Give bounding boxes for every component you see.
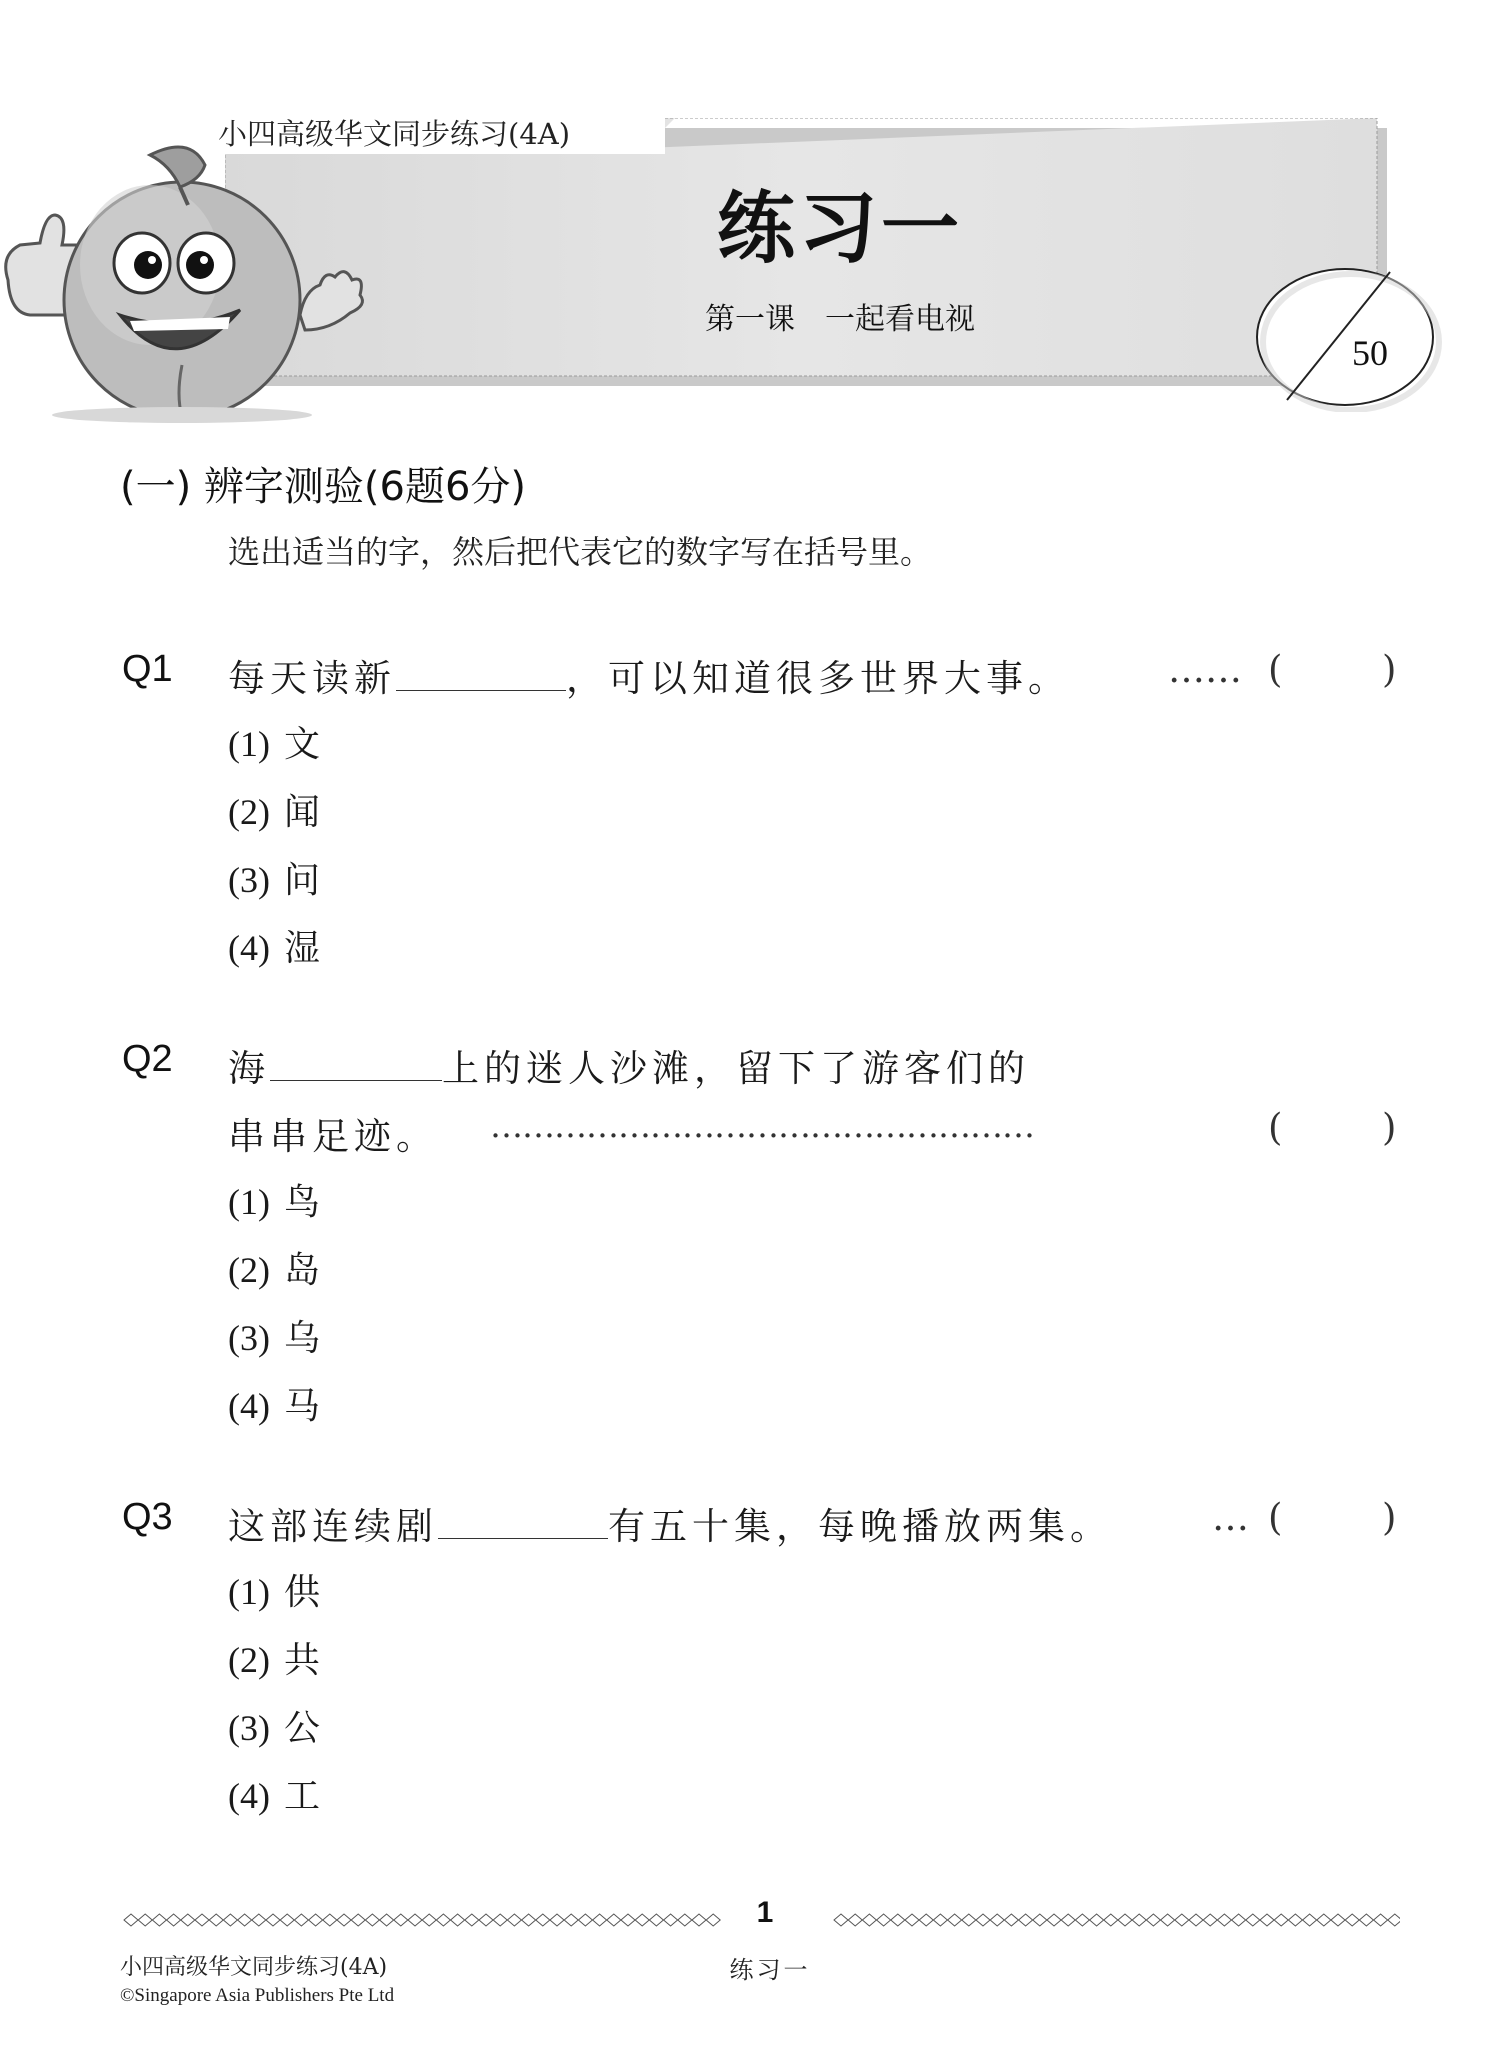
- section-instruction: 选出适当的字，然后把代表它的数字写在括号里。: [228, 533, 933, 571]
- book-tab-label: 小四高级华文同步练习(4A): [218, 117, 571, 151]
- question-text-after: 有五十集，每晚播放两集。: [608, 1505, 1112, 1548]
- option-item: (3) 公: [228, 1708, 320, 1749]
- option-item: (3) 乌: [228, 1318, 320, 1359]
- footer-copyright: ©Singapore Asia Publishers Pte Ltd: [120, 1985, 395, 2006]
- answer-paren-open: (: [1268, 1496, 1283, 1539]
- option-item: (1) 供: [228, 1572, 320, 1613]
- footer-exercise-name: 练习一: [729, 1956, 811, 1984]
- leader-dots: …: [1212, 1496, 1249, 1539]
- page-number: 1: [756, 1896, 774, 1929]
- option-item: (2) 岛: [228, 1250, 320, 1291]
- option-item: (4) 工: [228, 1776, 320, 1817]
- answer-paren-close: ): [1382, 648, 1397, 691]
- answer-paren-open: (: [1268, 648, 1283, 691]
- score-circle: [1245, 262, 1445, 412]
- answer-paren-open: (: [1268, 1106, 1283, 1149]
- option-item: (1) 鸟: [228, 1182, 320, 1223]
- question-text-before: 这部连续剧: [228, 1505, 438, 1548]
- question-text-before: 海: [228, 1047, 270, 1090]
- question-number: Q3: [122, 1496, 173, 1538]
- answer-paren-close: ): [1382, 1106, 1397, 1149]
- question-text-line2: 串串足迹。: [228, 1115, 438, 1158]
- page-title: 练习一: [716, 184, 963, 274]
- question-text-after: ，可以知道很多世界大事。: [566, 657, 1070, 700]
- peach-mascot-icon: [0, 115, 370, 425]
- option-item: (3) 问: [228, 860, 320, 901]
- question-number: Q2: [122, 1038, 173, 1080]
- option-item: (2) 闻: [228, 792, 320, 833]
- answer-blank: [396, 686, 566, 691]
- answer-blank: [438, 1534, 608, 1539]
- option-item: (4) 湿: [228, 928, 320, 969]
- leader-dots: ……………………………………………: [490, 1106, 1034, 1145]
- leader-dots: ……: [1168, 648, 1242, 691]
- question-text: [228, 648, 1070, 702]
- lesson-subtitle: 第一课 一起看电视: [705, 302, 975, 337]
- option-item: (2) 共: [228, 1640, 320, 1681]
- option-item: (4) 马: [228, 1386, 320, 1427]
- option-item: (1) 文: [228, 724, 320, 765]
- question-text-before: 每天读新: [228, 657, 396, 700]
- question-number: Q1: [122, 648, 173, 690]
- section-heading: (一) 辨字测验(6题6分): [120, 464, 527, 510]
- question-text: [228, 1496, 1112, 1550]
- answer-blank: [270, 1076, 442, 1081]
- answer-paren-close: ): [1382, 1496, 1397, 1539]
- question-text: [228, 1038, 1030, 1092]
- question-text-after: 上的迷人沙滩，留下了游客们的: [442, 1047, 1030, 1090]
- footer-book-name: 小四高级华文同步练习(4A): [120, 1955, 388, 1980]
- score-total: 50: [1352, 333, 1388, 373]
